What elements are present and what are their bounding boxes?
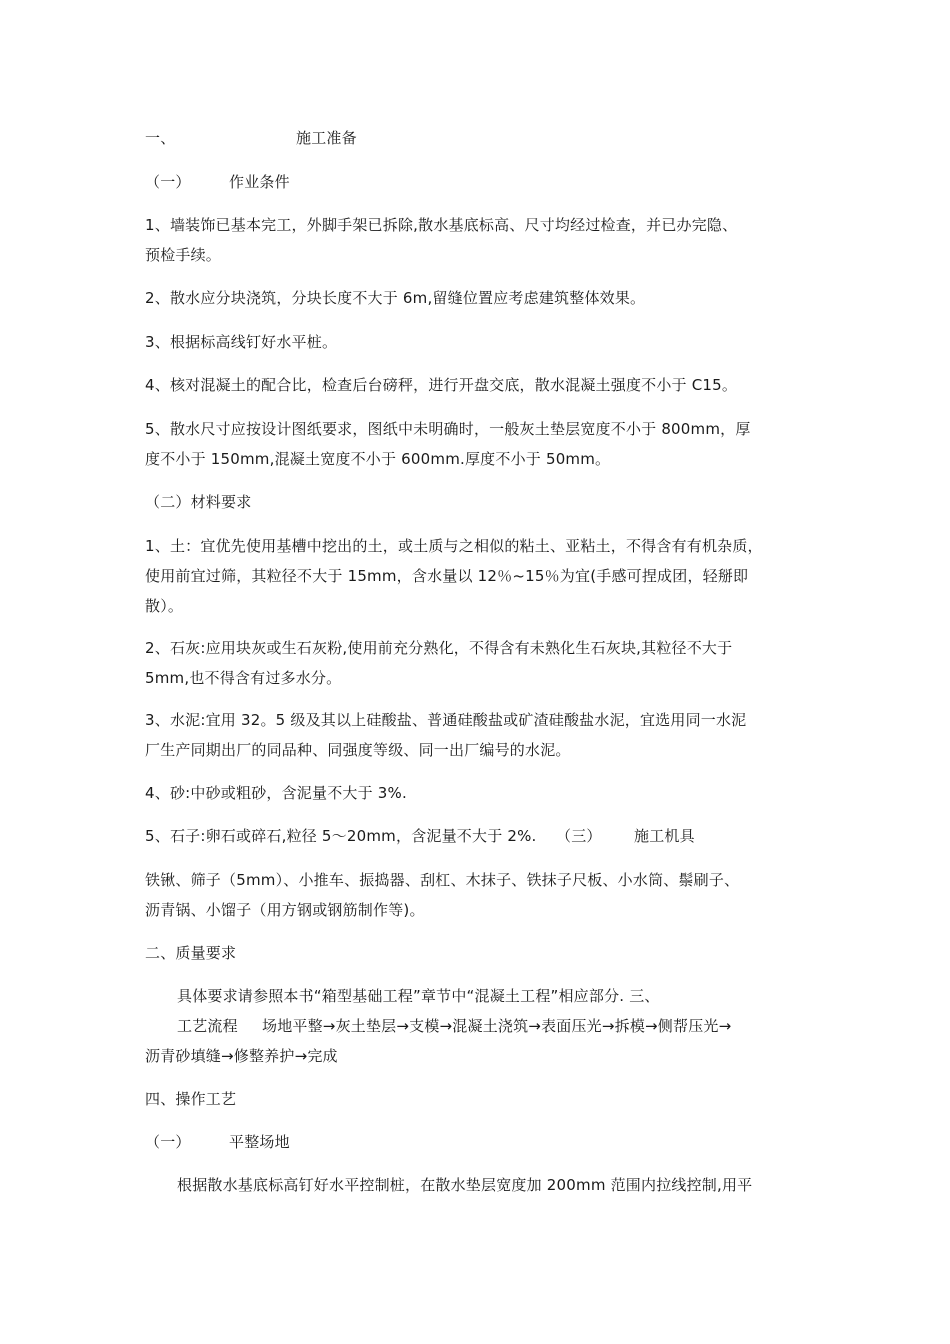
subsection-1-title: 作业条件 (229, 173, 290, 191)
material-1-line-2: 使用前宜过筛，其粒径不大于 15mm，含水量以 12％~15％为宜(手感可捏成团，轻掰即 (145, 567, 749, 585)
condition-4: 4、核对混凝土的配合比，检查后台磅秤，进行开盘交底，散水混凝土强度不小于 C15。 (145, 376, 738, 394)
process-flow-title: 工艺流程 (177, 1017, 238, 1035)
condition-5-line-1: 5、散水尺寸应按设计图纸要求，图纸中未明确时，一般灰土垫层宽度不小于 800mm，厚 (145, 420, 751, 438)
subsection-3-title: 施工机具 (634, 827, 695, 845)
condition-3: 3、根据标高线钉好水平桩。 (145, 333, 338, 351)
process-flow-line-1: 场地平整→灰土垫层→支模→混凝土浇筑→表面压光→拆模→侧帮压光→ (262, 1017, 732, 1035)
subsection-3-number: （三） (556, 827, 602, 845)
process-flow-line-2: 沥青砂填缝→修整养护→完成 (145, 1047, 338, 1065)
material-1-line-3: 散）。 (145, 597, 184, 615)
material-3-line-2: 厂生产同期出厂的同品种、同强度等级、同一出厂编号的水泥。 (145, 741, 571, 759)
section-1-number: 一、 (145, 129, 176, 147)
material-2-line-2: 5mm,也不得含有过多水分。 (145, 669, 342, 687)
subsection-4-number: （一） (145, 1133, 191, 1151)
section-1-title: 施工准备 (296, 129, 357, 147)
subsection-1-number: （一） (145, 173, 191, 191)
level-site-paragraph-line-1: 根据散水基底标高钉好水平控制桩，在散水垫层宽度加 200mm 范围内拉线控制,用平 (177, 1176, 753, 1194)
tools-line-2: 沥青锅、小馏子（用方钢或钢筋制作等)。 (145, 901, 425, 919)
material-2-line-1: 2、石灰:应用块灰或生石灰粉,使用前充分熟化，不得含有未熟化生石灰块,其粒径不大于 (145, 639, 733, 657)
condition-1-line-1: 1、墙装饰已基本完工，外脚手架已拆除,散水基底标高、尺寸均经过检查，并已办完隐、 (145, 216, 738, 234)
material-4: 4、砂:中砂或粗砂，含泥量不大于 3%. (145, 784, 407, 802)
condition-5-line-2: 度不小于 150mm,混凝土宽度不小于 600mm.厚度不小于 50mm。 (145, 450, 611, 468)
condition-1-line-2: 预检手续。 (145, 246, 222, 264)
material-5: 5、石子:卵石或碎石,粒径 5～20mm，含泥量不大于 2%. (145, 827, 537, 845)
tools-line-1: 铁锹、筛子（5mm）、小推车、振捣器、刮杠、木抹子、铁抹子尺板、小水筒、鬃刷子、 (145, 871, 740, 889)
condition-2: 2、散水应分块浇筑，分块长度不大于 6m,留缝位置应考虑建筑整体效果。 (145, 289, 646, 307)
subsection-2-title: （二）材料要求 (145, 493, 252, 511)
material-3-line-1: 3、水泥:宜用 32。5 级及其以上硅酸盐、普通硅酸盐或矿渣硅酸盐水泥，宜选用同一水泥 (145, 711, 747, 729)
section-4-title: 四、操作工艺 (145, 1090, 237, 1108)
section-2-title: 二、质量要求 (145, 944, 237, 962)
material-1-line-1: 1、土：宜优先使用基槽中挖出的土，或土质与之相似的粘土、亚粘土，不得含有有机杂质， (145, 537, 763, 555)
quality-requirement-text: 具体要求请参照本书“箱型基础工程”章节中“混凝土工程”相应部分. 三、 (177, 987, 660, 1005)
subsection-4-title: 平整场地 (229, 1133, 290, 1151)
